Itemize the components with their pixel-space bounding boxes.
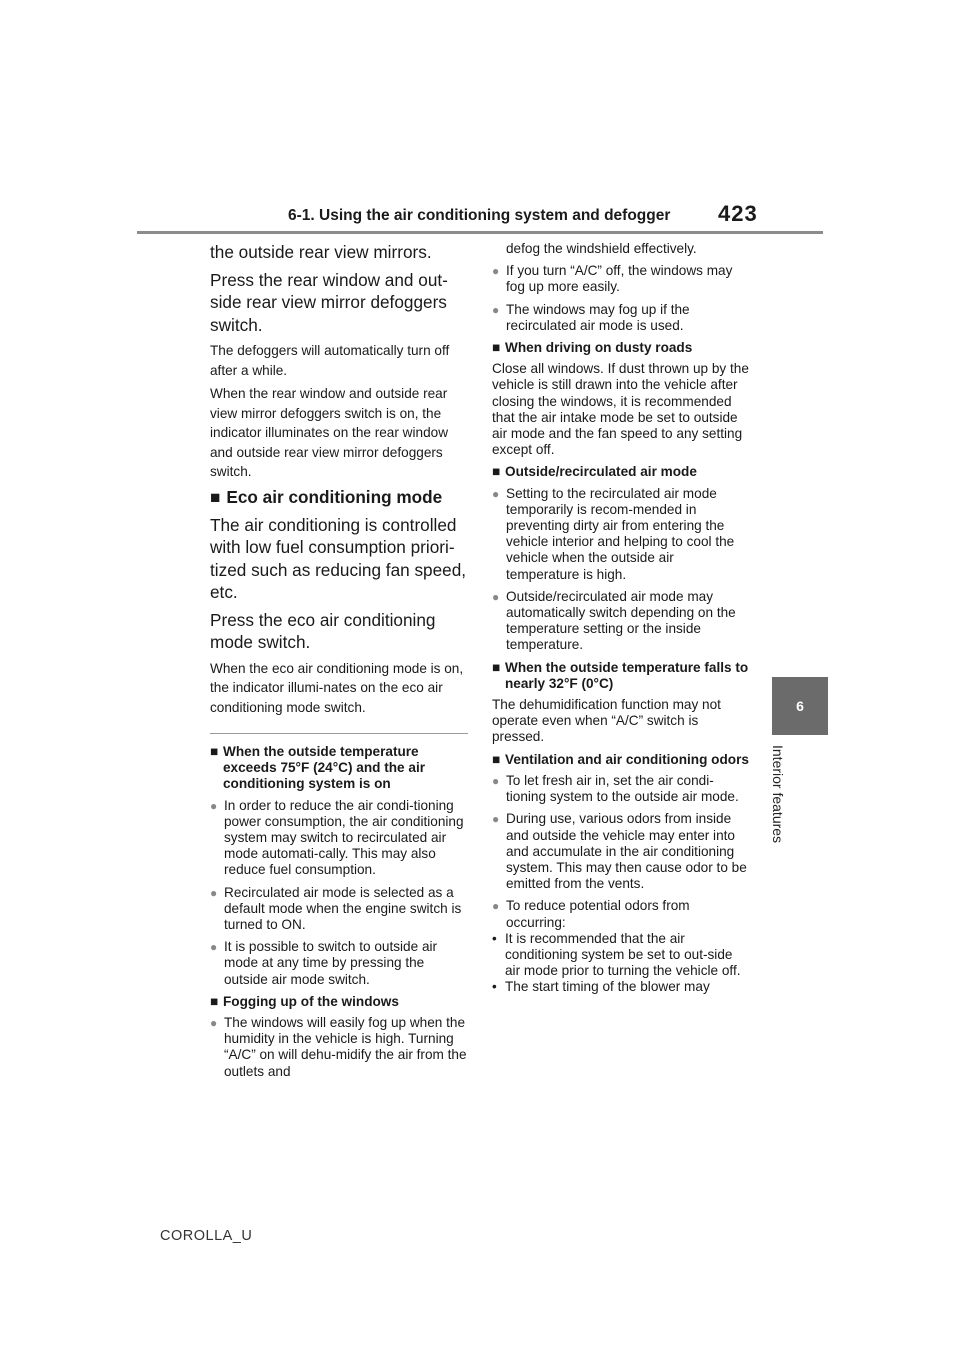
left-column: [210, 241, 470, 1086]
section-title: 6-1. Using the air conditioning system and defogger: [288, 207, 671, 224]
note-heading: [492, 340, 750, 356]
note-heading: [210, 994, 470, 1010]
list-item: [210, 885, 470, 934]
heading-text: When the outside temperature falls to nearly 32°F (0°C): [505, 659, 749, 691]
heading-text: Eco air conditioning mode: [226, 486, 443, 507]
heading-text: Fogging up of the windows: [223, 993, 399, 1009]
note-heading: [492, 464, 750, 480]
list-text: Outside/recirculated air mode may automatically switch depending on the temperature setting or the inside temperature.: [506, 588, 736, 653]
section-divider: [210, 733, 468, 734]
note-heading: [492, 752, 750, 768]
sub-bullet-icon: •: [492, 930, 497, 946]
sub-list-item: [492, 979, 750, 995]
list-text: In order to reduce the air condi-tioning power consumption, the air conditioning system may switch to recirculated air mode automati-cally. This may also reduce fuel consumption.: [224, 797, 464, 878]
footer-model-code: COROLLA_U: [160, 1228, 253, 1244]
paragraph: The dehumidification function may not operate even when “A/C” switch is pressed.: [492, 697, 721, 745]
list-item: [210, 939, 470, 988]
sub-list-item: [492, 931, 750, 980]
bullet-icon: ●: [492, 486, 500, 501]
square-icon: ■: [492, 464, 501, 480]
heading-text: When driving on dusty roads: [505, 340, 693, 356]
list-text: To reduce potential odors from occurring:: [506, 898, 690, 930]
paragraph: The air conditioning is controlled with low fuel consumption priori-tized such as reducing fan speed, etc.: [210, 514, 467, 602]
list-text: The windows may fog up if the recirculated air mode is used.: [506, 301, 690, 333]
chapter-tab[interactable]: 6: [772, 677, 828, 735]
list-item: [492, 263, 750, 295]
list-item: [210, 1015, 470, 1080]
square-icon: ■: [210, 486, 221, 507]
right-column: [492, 241, 750, 996]
eco-mode-heading: [210, 486, 470, 508]
list-item: [492, 486, 750, 583]
list-text: Setting to the recirculated air mode temporarily is recom-mended in preventing dirty air from entering the vehicle interior and helping to cool the vehicle when the outside air temperature is high.: [506, 485, 735, 582]
paragraph-continued: defog the windshield effectively.: [506, 241, 697, 256]
square-icon: ■: [210, 744, 219, 759]
paragraph: The defoggers will automatically turn off after a while.: [210, 343, 450, 378]
square-icon: ■: [210, 993, 219, 1009]
list-text: It is recommended that the air conditioning system be set to out-side air mode prior to turning the vehicle off.: [505, 930, 741, 979]
bullet-icon: ●: [210, 1016, 218, 1031]
list-item: [492, 773, 750, 805]
instruction: Press the rear window and out-side rear view mirror defoggers switch.: [210, 269, 448, 335]
bullet-icon: ●: [210, 885, 218, 900]
paragraph: Close all windows. If dust thrown up by the vehicle is still drawn into the vehicle after closing the windows, it is recommended that the air intake mode be set to outside air mode and the fan speed to any setting except off.: [492, 361, 749, 458]
list-text: The windows will easily fog up when the humidity in the vehicle is high. Turning “A/C” on will dehu-midify the air from the outlets and: [224, 1015, 467, 1079]
note-heading: [210, 744, 470, 793]
list-item: [492, 811, 750, 892]
paragraph: When the rear window and outside rear view mirror defoggers switch is on, the indicator illuminates on the rear window and outside rear view mirror defoggers switch.: [210, 386, 449, 479]
list-text: Recirculated air mode is selected as a default mode when the engine switch is turned to ON.: [224, 884, 462, 933]
square-icon: ■: [492, 659, 501, 675]
list-item: [492, 302, 750, 334]
list-text: The start timing of the blower may: [505, 979, 710, 995]
paragraph: the outside rear view mirrors.: [210, 242, 432, 262]
bullet-icon: ●: [492, 302, 500, 317]
chapter-label: Interior features: [770, 745, 786, 844]
bullet-icon: ●: [492, 264, 500, 279]
sub-bullet-icon: •: [492, 979, 497, 995]
square-icon: ■: [492, 340, 501, 356]
list-text: To let fresh air in, set the air condi-tioning system to the outside air mode.: [506, 772, 739, 805]
list-item: [492, 898, 750, 930]
heading-text: Ventilation and air conditioning odors: [505, 751, 749, 767]
bullet-icon: ●: [492, 773, 500, 788]
bullet-icon: ●: [492, 589, 500, 604]
list-text: If you turn “A/C” off, the windows may fog up more easily.: [506, 263, 733, 295]
list-item: [492, 589, 750, 654]
page-number: 423: [718, 201, 758, 226]
instruction: Press the eco air conditioning mode switch.: [210, 609, 436, 652]
square-icon: ■: [492, 751, 501, 767]
note-heading: [492, 660, 750, 692]
paragraph: When the eco air conditioning mode is on, the indicator illumi-nates on the eco air conditioning mode switch.: [210, 660, 464, 715]
list-item: [210, 798, 470, 879]
bullet-icon: ●: [210, 940, 218, 955]
header-divider: [137, 231, 823, 234]
list-text: It is possible to switch to outside air mode at any time by pressing the outside air mode switch.: [224, 939, 438, 987]
heading-text: Outside/recirculated air mode: [505, 464, 697, 480]
bullet-icon: ●: [210, 798, 218, 813]
bullet-icon: ●: [492, 899, 500, 914]
list-text: During use, various odors from inside and outside the vehicle may enter into and accumulate in the air conditioning system. This may then cause odor to be emitted from the vents.: [506, 811, 747, 892]
heading-text: When the outside temperature exceeds 75°F (24°C) and the air conditioning system is on: [223, 744, 426, 792]
bullet-icon: ●: [492, 812, 500, 827]
